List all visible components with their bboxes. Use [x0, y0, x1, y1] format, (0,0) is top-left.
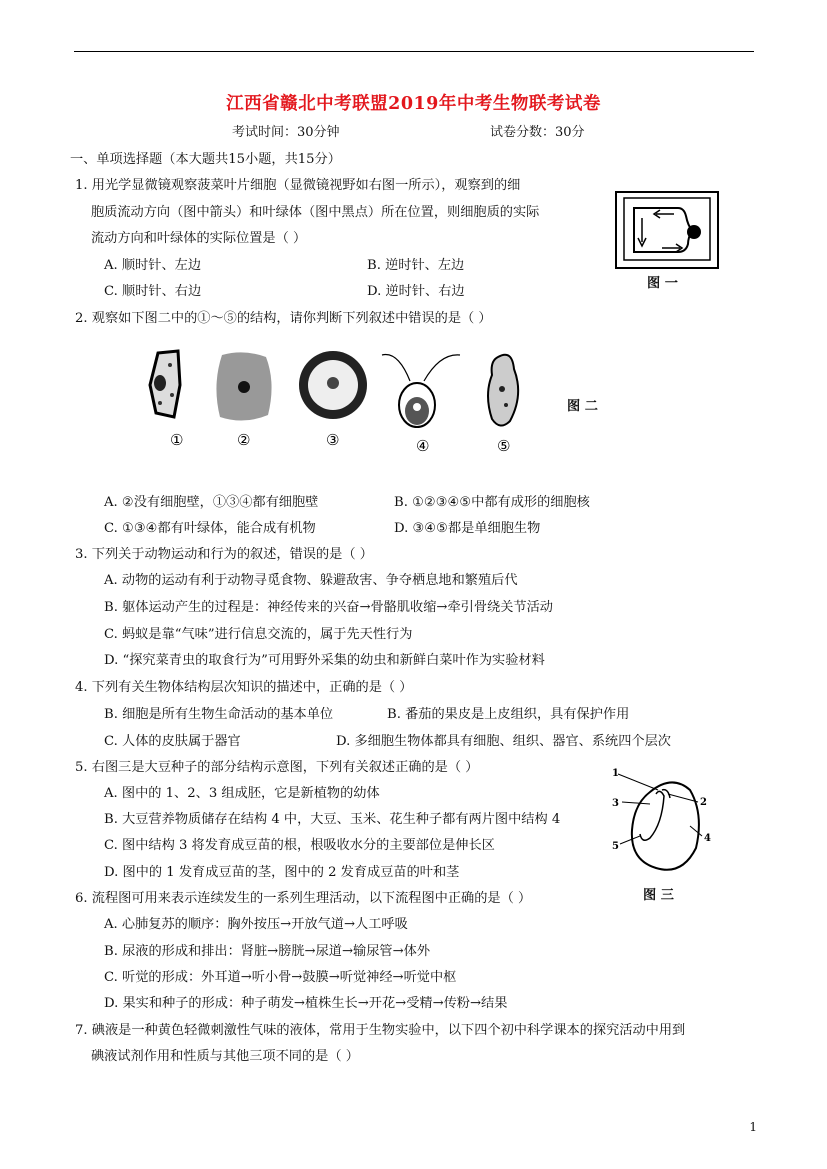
- q5-option-b: B. 大豆营养物质储存在结构 4 中，大豆、玉米、花生种子都有两片图中结构 4: [104, 812, 561, 827]
- figure-3-soybean-seed: [610, 764, 722, 884]
- q5-option-c: C. 图中结构 3 将发育成豆苗的根，根吸收水分的主要部位是伸长区: [104, 838, 495, 853]
- cell-label-3: ③: [326, 431, 340, 449]
- figure-2-cells: [140, 345, 540, 460]
- seed-label-5: 5: [612, 841, 619, 852]
- header-rule: [74, 51, 754, 52]
- cell-1-plant-cell: [150, 351, 180, 417]
- exam-time: 考试时间：30分钟: [232, 125, 340, 140]
- total-score: 试卷分数：30分: [490, 125, 585, 140]
- cell-2-animal-cell: [216, 352, 271, 420]
- q1-stem-line1: 1. 用光学显微镜观察菠菜叶片细胞（显微镜视野如右图一所示），观察到的细: [75, 178, 521, 193]
- figure-1-label: 图 一: [647, 276, 678, 291]
- q3-option-d: D. “探究菜青虫的取食行为”可用野外采集的幼虫和新鲜白菜叶作为实验材料: [104, 653, 545, 668]
- q1-stem-line3: 流动方向和叶绿体的实际位置是（ ）: [91, 231, 307, 246]
- cell-label-2: ②: [237, 431, 251, 449]
- q1-option-a: A. 顺时针、左边: [104, 258, 202, 273]
- q3-option-b: B. 躯体运动产生的过程是：神经传来的兴奋→骨骼肌收缩→牵引骨绕关节活动: [104, 600, 553, 615]
- q5-option-a: A. 图中的 1、2、3 组成胚，它是新植物的幼体: [104, 786, 380, 801]
- q1-option-d: D. 逆时针、右边: [367, 284, 465, 299]
- q6-option-b: B. 尿液的形成和排出：肾脏→膀胱→尿道→输尿管→体外: [104, 944, 431, 959]
- seed-label-3: 3: [612, 798, 619, 809]
- q2-option-d: D. ③④⑤都是单细胞生物: [394, 521, 541, 536]
- q6-option-c: C. 听觉的形成：外耳道→听小骨→鼓膜→听觉神经→听觉中枢: [104, 970, 457, 985]
- q7-stem-line2: 碘液试剂作用和性质与其他三项不同的是（ ）: [91, 1049, 359, 1064]
- q3-option-a: A. 动物的运动有利于动物寻觅食物、躲避敌害、争夺栖息地和繁殖后代: [104, 573, 518, 588]
- q4-option-a: B. 细胞是所有生物生命活动的基本单位: [104, 707, 334, 722]
- section-heading: 一、单项选择题（本大题共15小题，共15分）: [70, 152, 341, 167]
- q2-option-b: B. ①②③④⑤中都有成形的细胞核: [394, 495, 590, 510]
- q2-option-c: C. ①③④都有叶绿体，能合成有机物: [104, 521, 316, 536]
- q1-stem-line2: 胞质流动方向（图中箭头）和叶绿体（图中黑点）所在位置，则细胞质的实际: [91, 205, 540, 220]
- seed-label-2: 2: [700, 797, 707, 808]
- q3-stem: 3. 下列关于动物运动和行为的叙述，错误的是（ ）: [75, 547, 373, 562]
- seed-label-1: 1: [612, 768, 619, 779]
- q5-stem: 5. 右图三是大豆种子的部分结构示意图，下列有关叙述正确的是（ ）: [75, 760, 479, 775]
- figure-1-microscope-view: [612, 188, 722, 273]
- q6-stem: 6. 流程图可用来表示连续发生的一系列生理活动，以下流程图中正确的是（ ）: [75, 891, 532, 906]
- cell-4-flagellate-cell: [382, 355, 460, 427]
- page-number: 1: [749, 1120, 757, 1134]
- cell-3-round-cell: [299, 351, 367, 419]
- q7-stem-line1: 7. 碘液是一种黄色轻微刺激性气味的液体，常用于生物实验中，以下四个初中科学课本的探究活动中用到: [75, 1023, 686, 1038]
- cell-5-single-cell-organism: [488, 355, 518, 426]
- q2-stem: 2. 观察如下图二中的①～⑤的结构，请你判断下列叙述中错误的是（ ）: [75, 311, 492, 326]
- q4-stem: 4. 下列有关生物体结构层次知识的描述中，正确的是（ ）: [75, 680, 413, 695]
- q4-option-c: C. 人体的皮肤属于器官: [104, 734, 241, 749]
- q5-option-d: D. 图中的 1 发育成豆苗的茎，图中的 2 发育成豆苗的叶和茎: [104, 865, 460, 880]
- exam-title: 江西省赣北中考联盟2019年中考生物联考试卷: [226, 94, 601, 114]
- cell-label-4: ④: [416, 437, 430, 455]
- figure-3-label: 图 三: [643, 888, 674, 903]
- q4-option-b: B. 番茄的果皮是上皮组织，具有保护作用: [387, 707, 630, 722]
- cell-label-1: ①: [170, 431, 184, 449]
- cell-label-5: ⑤: [497, 437, 511, 455]
- q1-option-c: C. 顺时针、右边: [104, 284, 202, 299]
- q6-option-d: D. 果实和种子的形成：种子萌发→植株生长→开花→受精→传粉→结果: [104, 996, 508, 1011]
- seed-label-4: 4: [704, 833, 711, 844]
- q2-option-a: A. ②没有细胞壁，①③④都有细胞壁: [104, 495, 319, 510]
- q4-option-d: D. 多细胞生物体都具有细胞、组织、器官、系统四个层次: [336, 734, 671, 749]
- q6-option-a: A. 心肺复苏的顺序：胸外按压→开放气道→人工呼吸: [104, 917, 408, 932]
- q3-option-c: C. 蚂蚁是靠“气味”进行信息交流的，属于先天性行为: [104, 627, 413, 642]
- q1-option-b: B. 逆时针、左边: [367, 258, 465, 273]
- figure-2-label: 图 二: [567, 399, 598, 414]
